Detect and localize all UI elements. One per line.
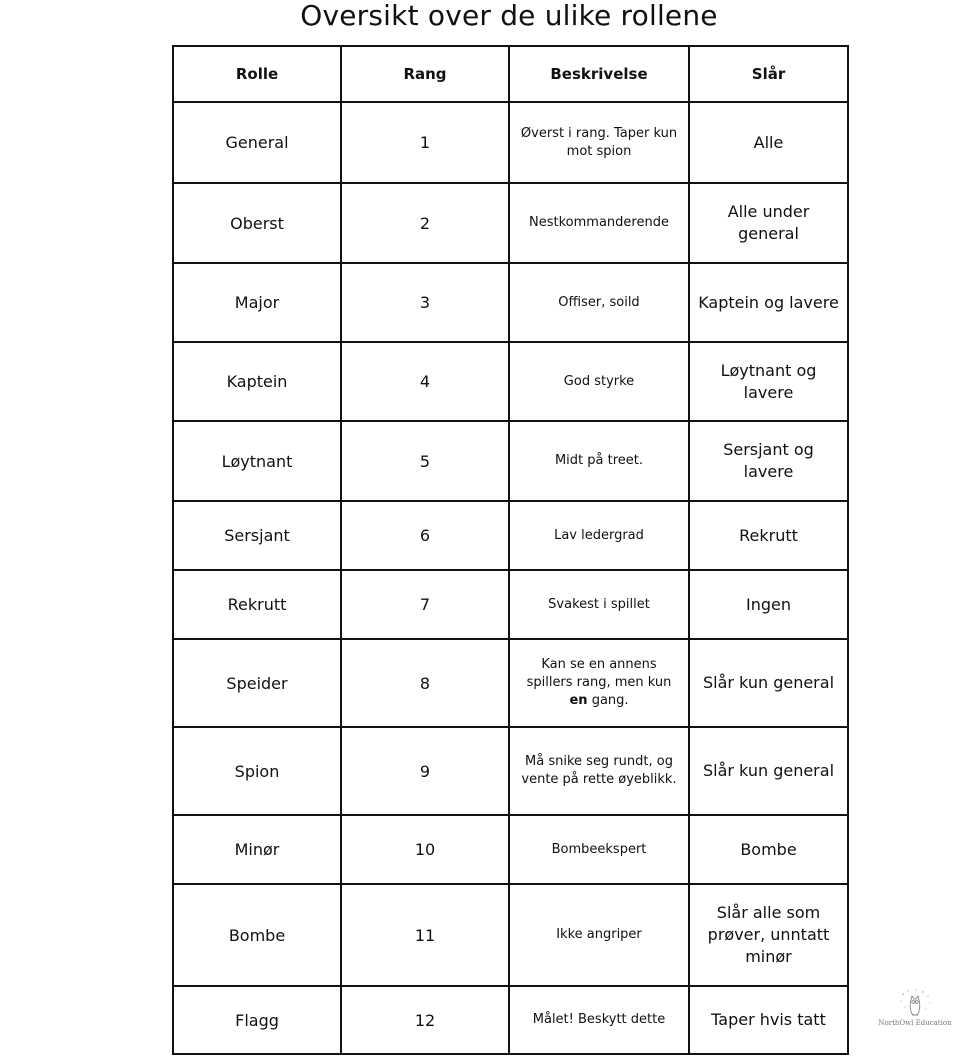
role-beats: Slår kun general	[689, 727, 848, 815]
owl-icon	[895, 988, 935, 1018]
role-name: Major	[173, 263, 341, 342]
role-rank: 3	[341, 263, 509, 342]
role-name: Sersjant	[173, 501, 341, 570]
role-rank: 11	[341, 884, 509, 986]
role-rank: 5	[341, 421, 509, 501]
roles-table	[172, 45, 849, 1055]
page-title: Oversikt over de ulike rollene	[300, 0, 718, 32]
role-description: Øverst i rang. Taper kun mot spion	[509, 102, 689, 183]
description-text: Kan se en annens spillers rang, men kun	[526, 657, 672, 690]
table-row	[173, 263, 848, 342]
role-beats: Bombe	[689, 815, 848, 884]
table-row	[173, 501, 848, 570]
description-text: gang.	[591, 693, 629, 708]
role-name: Flagg	[173, 986, 341, 1054]
role-description: Må snike seg rundt, og vente på rette øyeblikk.	[509, 727, 689, 815]
role-name: Rekrutt	[173, 570, 341, 639]
role-name: General	[173, 102, 341, 183]
role-description: Nestkommanderende	[509, 183, 689, 263]
role-name: Bombe	[173, 884, 341, 986]
role-rank: 2	[341, 183, 509, 263]
role-rank: 7	[341, 570, 509, 639]
role-description	[509, 639, 689, 727]
role-rank: 6	[341, 501, 509, 570]
role-name: Spion	[173, 727, 341, 815]
role-beats: Alle	[689, 102, 848, 183]
role-description: Midt på treet.	[509, 421, 689, 501]
role-description: Målet! Beskytt dette	[509, 986, 689, 1054]
role-beats: Ingen	[689, 570, 848, 639]
role-rank: 1	[341, 102, 509, 183]
table-row	[173, 727, 848, 815]
role-name: Kaptein	[173, 342, 341, 421]
table-row	[173, 884, 848, 986]
role-name: Minør	[173, 815, 341, 884]
role-description: Bombeekspert	[509, 815, 689, 884]
table-row	[173, 986, 848, 1054]
table-row	[173, 639, 848, 727]
role-rank: 10	[341, 815, 509, 884]
role-beats: Løytnant og lavere	[689, 342, 848, 421]
role-name: Løytnant	[173, 421, 341, 501]
role-beats: Slår alle som prøver, unntatt minør	[689, 884, 848, 986]
table-row	[173, 570, 848, 639]
header-row	[173, 46, 848, 102]
role-rank: 8	[341, 639, 509, 727]
table-row	[173, 342, 848, 421]
role-description: Svakest i spillet	[509, 570, 689, 639]
role-rank: 12	[341, 986, 509, 1054]
role-beats: Kaptein og lavere	[689, 263, 848, 342]
role-rank: 9	[341, 727, 509, 815]
role-beats: Alle under general	[689, 183, 848, 263]
description-emphasis: en	[569, 693, 588, 708]
role-rank: 4	[341, 342, 509, 421]
role-beats: Sersjant og lavere	[689, 421, 848, 501]
header-rank: Rang	[341, 46, 509, 102]
header-role: Rolle	[173, 46, 341, 102]
header-beats: Slår	[689, 46, 848, 102]
table-row	[173, 815, 848, 884]
header-description: Beskrivelse	[509, 46, 689, 102]
table-row	[173, 183, 848, 263]
role-beats: Taper hvis tatt	[689, 986, 848, 1054]
role-description: Ikke angriper	[509, 884, 689, 986]
role-beats: Slår kun general	[689, 639, 848, 727]
brand-name: NorthOwl Education	[878, 1019, 952, 1027]
role-beats: Rekrutt	[689, 501, 848, 570]
brand-logo	[878, 988, 952, 1032]
role-description: Offiser, soild	[509, 263, 689, 342]
role-description: God styrke	[509, 342, 689, 421]
role-description: Lav ledergrad	[509, 501, 689, 570]
table-row	[173, 421, 848, 501]
role-name: Speider	[173, 639, 341, 727]
role-name: Oberst	[173, 183, 341, 263]
table-row	[173, 102, 848, 183]
